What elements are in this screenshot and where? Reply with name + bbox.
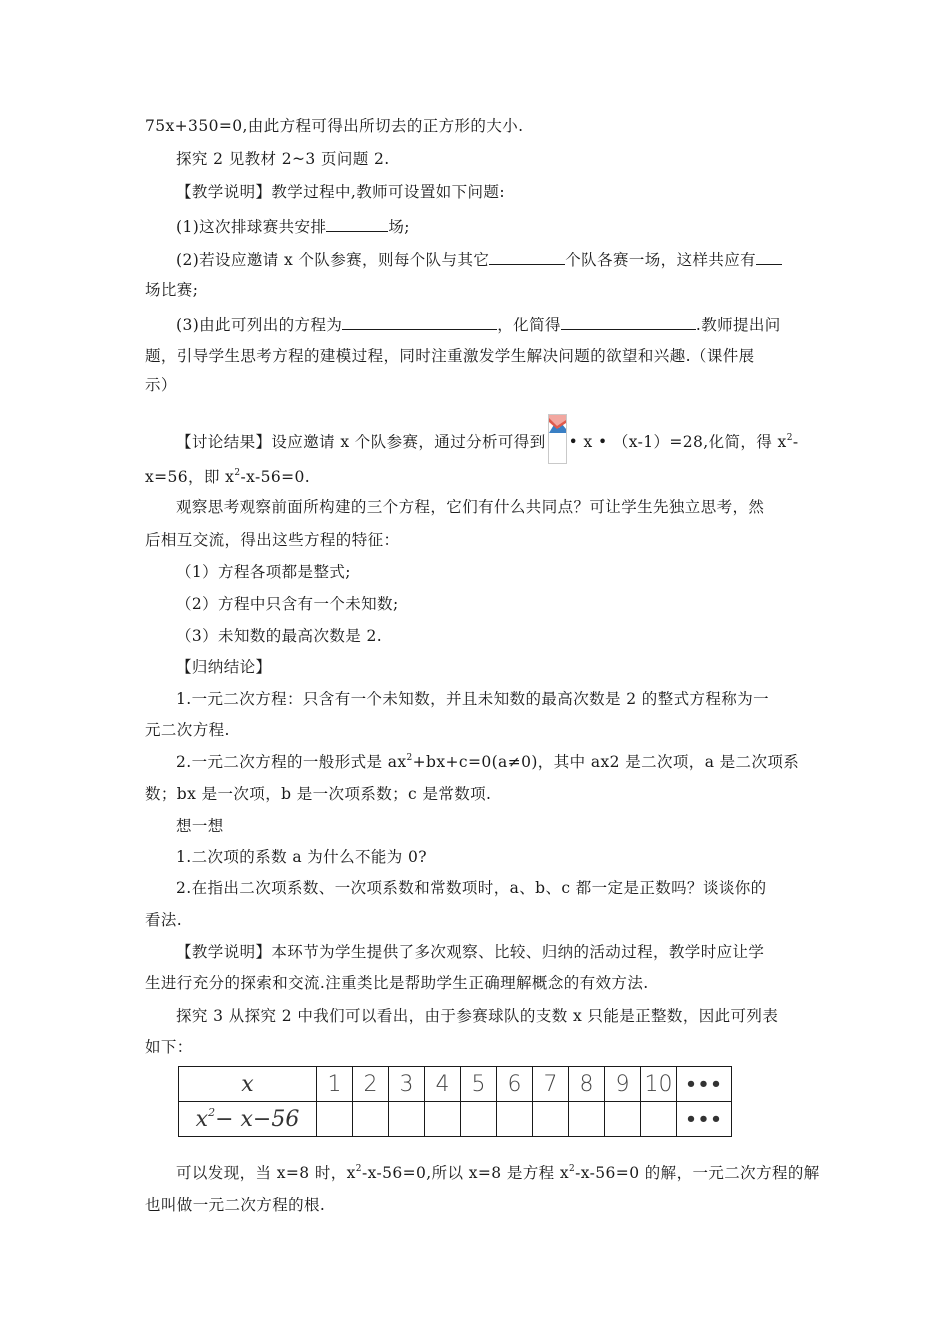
table-cell: 1 bbox=[317, 1067, 353, 1102]
list-item: （1）方程各项都是整式; bbox=[176, 563, 351, 581]
table-cell: 9 bbox=[605, 1067, 641, 1102]
text-line: 也叫做一元二次方程的根. bbox=[145, 1196, 326, 1214]
text-line: x=56，即 $x^2-x-56=0$. bbox=[145, 468, 311, 486]
fill-blank bbox=[561, 313, 696, 330]
table-cell bbox=[605, 1102, 641, 1137]
text-line: 2.一元二次方程的一般形式是 $ax^2+bx+c=0(a\ne 0)$，其中 ax2 是二次项，a 是二次项系 bbox=[176, 753, 800, 771]
text-line: 【教学说明】本环节为学生提供了多次观察、比较、归纳的活动过程，教学时应让学 bbox=[176, 943, 765, 961]
fill-blank bbox=[756, 248, 782, 265]
table-cell bbox=[569, 1102, 605, 1137]
table-row bbox=[179, 1067, 732, 1102]
list-item: （2）方程中只含有一个未知数; bbox=[176, 595, 399, 613]
table-cell: 5 bbox=[461, 1067, 497, 1102]
text-line: 生进行充分的探索和交流.注重类比是帮助学生正确理解概念的有效方法. bbox=[145, 974, 649, 992]
fill-blank bbox=[489, 248, 565, 265]
fill-blank bbox=[326, 215, 388, 232]
text-line: 如下： bbox=[145, 1038, 193, 1056]
text-line: 数；bx 是一次项，b 是一次项系数；c 是常数项. bbox=[145, 785, 492, 803]
text-line: 观察思考观察前面所构建的三个方程，它们有什么共同点？可让学生先独立思考，然 bbox=[176, 498, 765, 516]
table-cell bbox=[641, 1102, 677, 1137]
table-header-cell: $x^2- x-56$ bbox=[179, 1102, 317, 1137]
values-table bbox=[178, 1066, 732, 1137]
table-cell bbox=[461, 1102, 497, 1137]
discussion-result: 【讨论结果】设应邀请 x 个队参赛，通过分析可得到 • x • （x-1）=28,化简，得 $x^2-$ bbox=[176, 418, 841, 468]
table-cell bbox=[317, 1102, 353, 1137]
text-line: 示） bbox=[145, 376, 177, 394]
table-row bbox=[179, 1102, 732, 1137]
list-item: 1.二次项的系数 a 为什么不能为 0? bbox=[176, 848, 427, 866]
table-header-cell: x bbox=[179, 1067, 317, 1102]
text-line: 后相互交流，得出这些方程的特征： bbox=[145, 531, 400, 549]
table-cell bbox=[389, 1102, 425, 1137]
list-item: （3）未知数的最高次数是 2. bbox=[176, 627, 383, 645]
question-1: (1)这次排球赛共安排 场; bbox=[176, 215, 841, 237]
conclusion-heading: 【归纳结论】 bbox=[176, 658, 272, 676]
question-2: (2)若设应邀请 x 个队参赛，则每个队与其它 个队各赛一场，这样共应有 bbox=[176, 248, 841, 270]
table-cell bbox=[425, 1102, 461, 1137]
text-line: 探究 2 见教材 2~3 页问题 2. bbox=[176, 150, 390, 168]
text-line: 探究 3 从探究 2 中我们可以看出，由于参赛球队的支数 x 只能是正整数，因此可列表 bbox=[176, 1007, 779, 1025]
table-cell: 10 bbox=[641, 1067, 677, 1102]
table-cell: 2 bbox=[353, 1067, 389, 1102]
table-cell bbox=[497, 1102, 533, 1137]
text-line: 看法. bbox=[145, 911, 183, 929]
table-cell bbox=[353, 1102, 389, 1137]
question-3: (3)由此可列出的方程为 ，化简得 .教师提出问 bbox=[176, 313, 841, 335]
text-line: 1.一元二次方程：只含有一个未知数，并且未知数的最高次数是 2 的整式方程称为一 bbox=[176, 690, 770, 708]
text-line: 元二次方程. bbox=[145, 721, 230, 739]
text-line: 场比赛; bbox=[145, 281, 199, 299]
table-cell: ••• bbox=[677, 1102, 732, 1137]
teaching-note-heading: 【教学说明】教学过程中,教师可设置如下问题: bbox=[176, 183, 505, 201]
broken-image-icon bbox=[548, 414, 567, 464]
list-item: 2.在指出二次项系数、一次项系数和常数项时，a、b、c 都一定是正数吗？谈谈你的 bbox=[176, 879, 767, 897]
section-heading: 想一想 bbox=[176, 817, 224, 835]
text-line: 题，引导学生思考方程的建模过程，同时注重激发学生解决问题的欲望和兴趣.（课件展 bbox=[145, 347, 755, 365]
table-cell: 3 bbox=[389, 1067, 425, 1102]
table-cell: 6 bbox=[497, 1067, 533, 1102]
fill-blank bbox=[342, 313, 497, 330]
table-cell: 7 bbox=[533, 1067, 569, 1102]
table-cell: 8 bbox=[569, 1067, 605, 1102]
text-line: 可以发现，当 x=8 时，$x^2-x-56=0$,所以 x=8 是方程 $x^2-x-56=0$ 的解，一元二次方程的解 bbox=[176, 1164, 820, 1182]
table-cell bbox=[533, 1102, 569, 1137]
table-cell: ••• bbox=[677, 1067, 732, 1102]
text-line: 75x+350=0,由此方程可得出所切去的正方形的大小. bbox=[145, 117, 524, 135]
table-cell: 4 bbox=[425, 1067, 461, 1102]
